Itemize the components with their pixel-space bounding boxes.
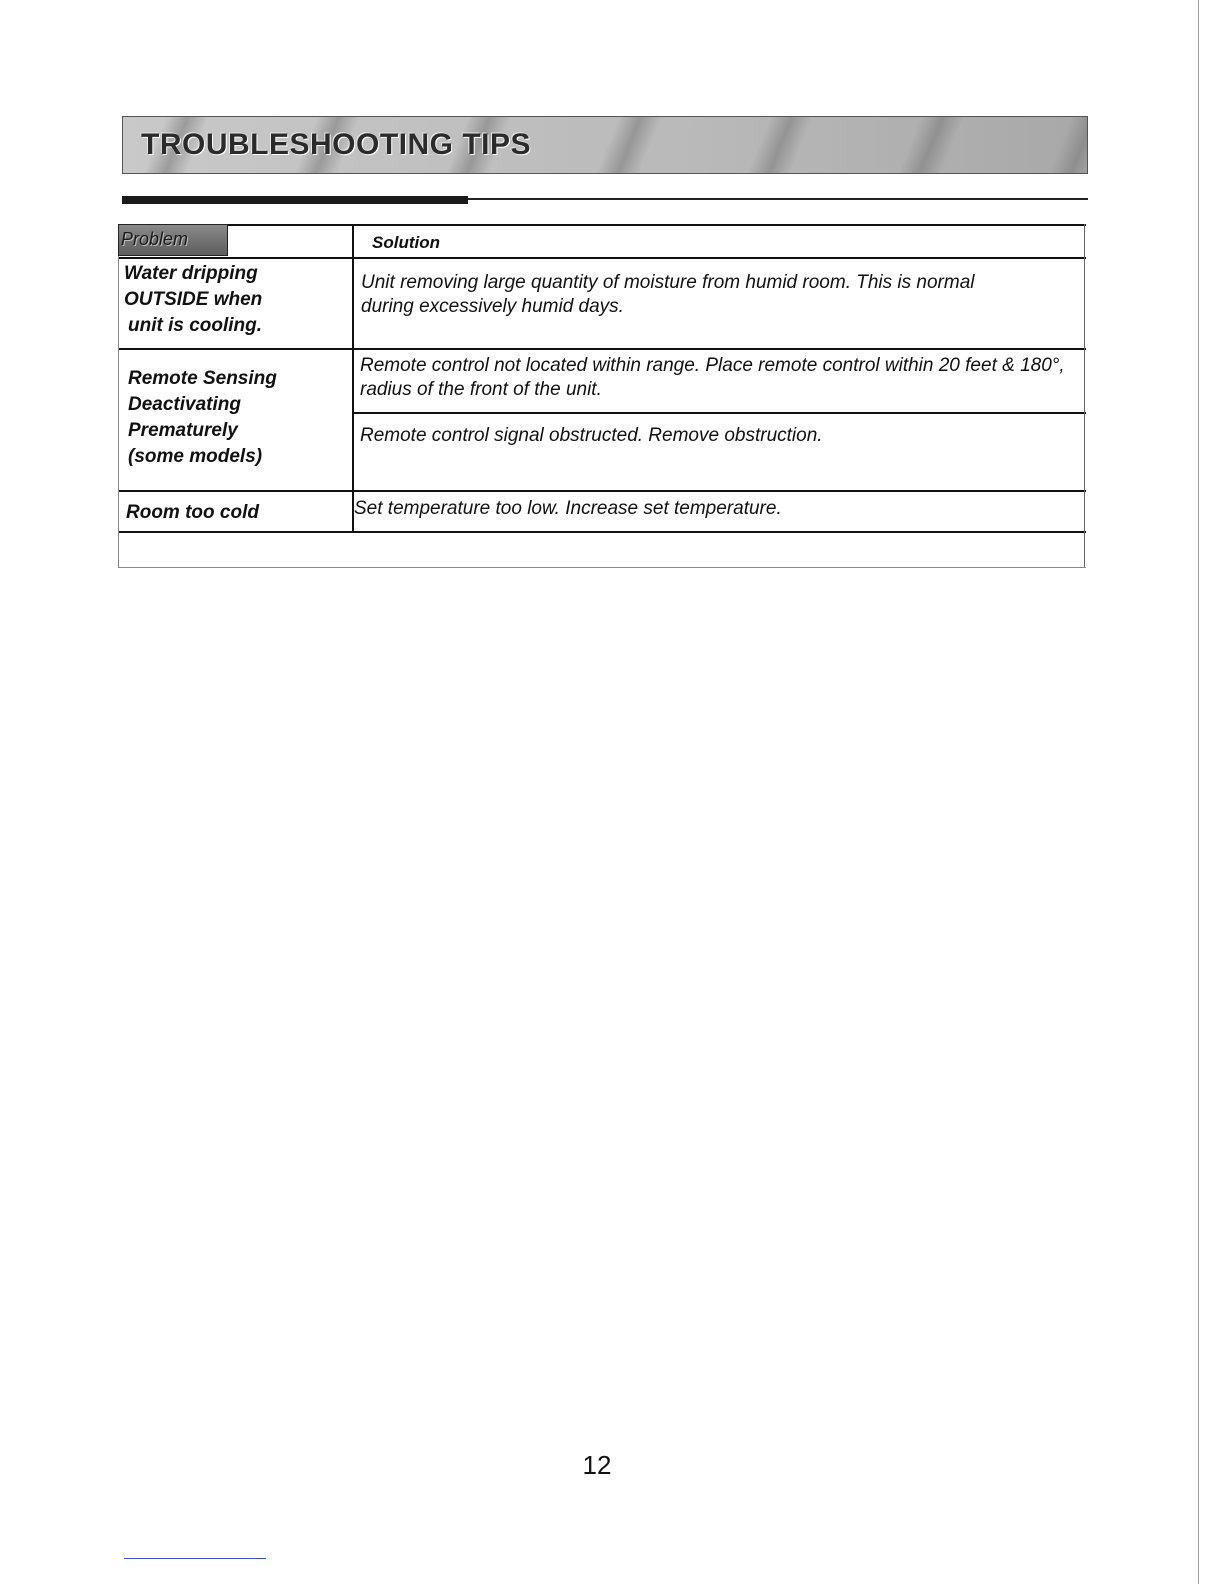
page-number: 12 <box>582 1450 612 1480</box>
problem-text-line: Remote Sensing <box>128 368 277 389</box>
problem-cell <box>126 500 259 526</box>
page-edge-line <box>1198 0 1199 1584</box>
problem-column-header <box>118 224 228 256</box>
problem-text-line: (some models) <box>128 446 263 467</box>
row-divider <box>118 531 1086 533</box>
troubleshooting-table <box>118 224 1086 568</box>
problem-text-line: Deactivating <box>128 394 241 415</box>
row-divider <box>118 348 1086 350</box>
section-title-banner <box>122 116 1088 174</box>
table-left-border <box>118 224 119 568</box>
page-title: TROUBLESHOOTING TIPS <box>141 128 532 161</box>
problem-text-line: Water dripping <box>124 263 258 284</box>
table-top-border <box>228 224 1086 226</box>
row-divider <box>118 490 1086 492</box>
title-underline-accent <box>122 196 468 204</box>
solution-column-header: Solution <box>372 233 440 252</box>
solution-cell: Remote control signal obstructed. Remove obstruction. <box>360 425 823 446</box>
problem-cell <box>124 261 262 339</box>
column-divider <box>352 224 354 531</box>
problem-text-line: Prematurely <box>128 420 238 441</box>
problem-text-line: Room too cold <box>126 502 259 523</box>
problem-text-line: OUTSIDE when <box>124 289 263 310</box>
table-bottom-border <box>118 567 1086 568</box>
problem-cell <box>128 366 277 470</box>
solution-cell: Unit removing large quantity of moisture from humid room. This is normal during excessively humid days. <box>361 272 975 317</box>
table-right-border <box>1084 224 1085 568</box>
problem-header-label: Problem <box>121 229 189 249</box>
problem-text-line: unit is cooling. <box>128 315 263 336</box>
footer-rule <box>124 1558 266 1559</box>
solution-divider <box>352 412 1086 414</box>
solution-cell: Set temperature too low. Increase set temperature. <box>354 498 782 519</box>
solution-cell: Remote control not located within range. Place remote control within 20 feet & 180°, radius of the front of the unit. <box>360 355 1065 400</box>
header-bottom-border <box>118 257 1086 259</box>
